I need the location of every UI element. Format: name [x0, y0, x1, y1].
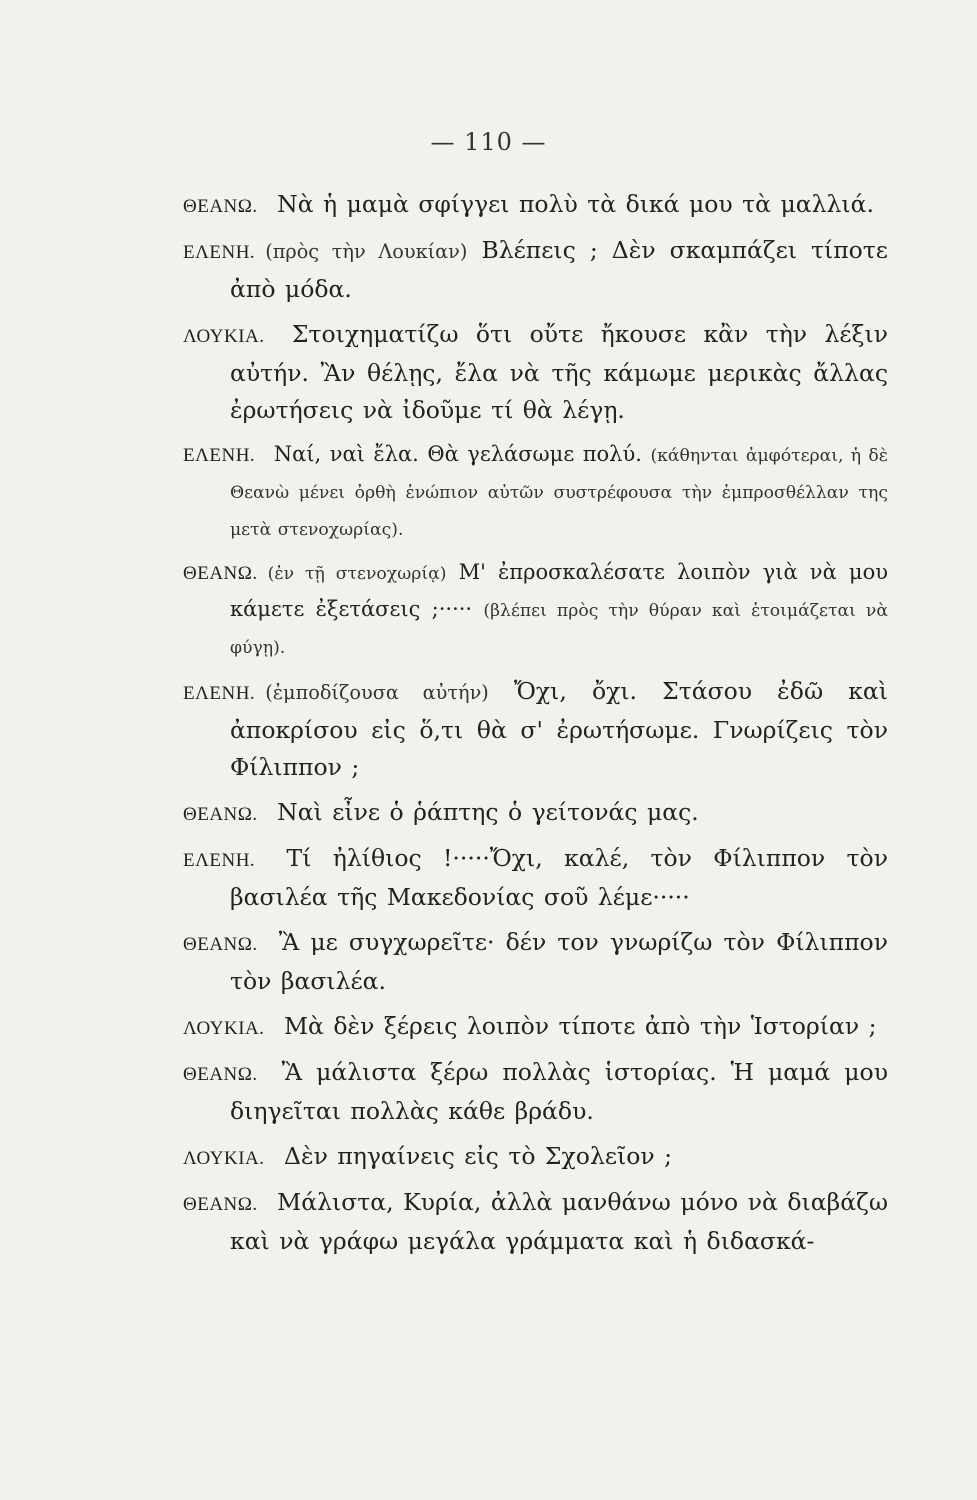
- speaker-name: ΕΛΕΝΗ.: [183, 850, 256, 871]
- dialogue-entry: [183, 794, 888, 833]
- dialogue-entry: [183, 437, 888, 548]
- spoken-line: Δὲν πηγαίνεις εἰς τὸ Σχολεῖον ;: [284, 1142, 673, 1170]
- speaker-name: ΛΟΥΚΙΑ.: [183, 1148, 265, 1169]
- spoken-line: Ναί, ναὶ ἔλα. Θὰ γελάσωμε πολύ.: [273, 442, 642, 466]
- stage-direction: (ἐν τῇ στενοχωρίᾳ): [267, 564, 447, 584]
- dialogue-entry: [183, 186, 888, 225]
- spoken-line: Ὄχι, ὄχι. Στάσου ἐδῶ καὶ ἀποκρίσου εἰς ὅ,τι θὰ σ' ἐρωτήσωμε. Γνωρίζεις τὸν Φίλιππον ;: [230, 677, 888, 781]
- dialogue-entry: [183, 924, 888, 1001]
- speaker-name: ΘΕΑΝΩ.: [183, 1064, 258, 1085]
- speaker-name: ΘΕΑΝΩ.: [183, 563, 258, 584]
- speaker-name: ΘΕΑΝΩ.: [183, 934, 258, 955]
- speaker-name: ΘΕΑΝΩ.: [183, 804, 258, 825]
- spoken-line: Ναὶ εἶνε ὁ ῥάπτης ὁ γείτονάς μας.: [277, 798, 699, 826]
- speaker-name: ΕΛΕΝΗ.: [183, 683, 256, 704]
- speaker-name: ΘΕΑΝΩ.: [183, 1194, 258, 1215]
- spoken-line: Μάλιστα, Κυρία, ἀλλὰ μανθάνω μόνο νὰ διαβάζω καὶ νὰ γράφω μεγάλα γράμματα καὶ ἡ διδασκά-: [230, 1188, 888, 1255]
- stage-direction-trailing: (βλέπει πρὸς τὴν θύραν καὶ ἑτοιμάζεται νὰ φύγῃ).: [230, 601, 888, 658]
- dialogue: [183, 186, 888, 1268]
- dialogue-entry: [183, 316, 888, 430]
- dialogue-entry: [183, 1054, 888, 1131]
- speaker-name: ΛΟΥΚΙΑ.: [183, 326, 265, 347]
- spoken-line: Ἂ μάλιστα ξέρω πολλὰς ἱστορίας. Ἡ μαμά μου διηγεῖται πολλὰς κάθε βράδυ.: [230, 1058, 888, 1125]
- dialogue-entry: [183, 232, 888, 309]
- dialogue-entry: [183, 1184, 888, 1261]
- spoken-line: Ἂ με συγχωρεῖτε· δέν τον γνωρίζω τὸν Φίλιππον τὸν βασιλέα.: [230, 928, 888, 995]
- dialogue-entry: [183, 840, 888, 917]
- spoken-line: Νὰ ἡ μαμὰ σφίγγει πολὺ τὰ δικά μου τὰ μαλλιά.: [277, 190, 874, 218]
- dialogue-entry: [183, 1138, 888, 1177]
- spoken-line: Μ' ἐπροσκαλέσατε λοιπὸν γιὰ νὰ μου κάμετε ἐξετάσεις ;·····: [230, 560, 888, 621]
- dialogue-entry: [183, 673, 888, 787]
- speaker-name: ΘΕΑΝΩ.: [183, 196, 258, 217]
- spoken-line: Βλέπεις ; Δὲν σκαμπάζει τίποτε ἀπὸ μόδα.: [230, 236, 888, 303]
- spoken-line: Μὰ δὲν ξέρεις λοιπὸν τίποτε ἀπὸ τὴν Ἱστορίαν ;: [284, 1012, 877, 1040]
- speaker-name: ΛΟΥΚΙΑ.: [183, 1018, 265, 1039]
- speaker-name: ΕΛΕΝΗ.: [183, 242, 256, 263]
- stage-direction: (πρὸς τὴν Λουκίαν): [265, 240, 468, 263]
- spoken-line: Στοιχηματίζω ὅτι οὔτε ἤκουσε κἂν τὴν λέξιν αὐτήν. Ἂν θέλῃς, ἔλα νὰ τῆς κάμωμε μερικὰς ἄλλας ἐρωτήσεις νὰ ἰδοῦμε τί θὰ λέγῃ.: [230, 320, 888, 424]
- speaker-name: ΕΛΕΝΗ.: [183, 445, 256, 466]
- dialogue-entry: [183, 1008, 888, 1047]
- spoken-line: Τί ἠλίθιος !·····Ὄχι, καλέ, τὸν Φίλιππον τὸν βασιλέα τῆς Μακεδονίας σοῦ λέμε·····: [230, 844, 888, 911]
- stage-direction-trailing: (κάθηνται ἀμφότεραι, ἡ δὲ Θεανὼ μένει ὀρθὴ ἐνώπιον αὐτῶν συστρέφουσα τὴν ἐμπροσθέλλαν της μετὰ στενοχωρίας).: [230, 446, 888, 540]
- stage-direction: (ἐμποδίζουσα αὐτήν): [265, 681, 489, 704]
- page-number: — 110 —: [430, 128, 547, 156]
- dialogue-entry: [183, 555, 888, 666]
